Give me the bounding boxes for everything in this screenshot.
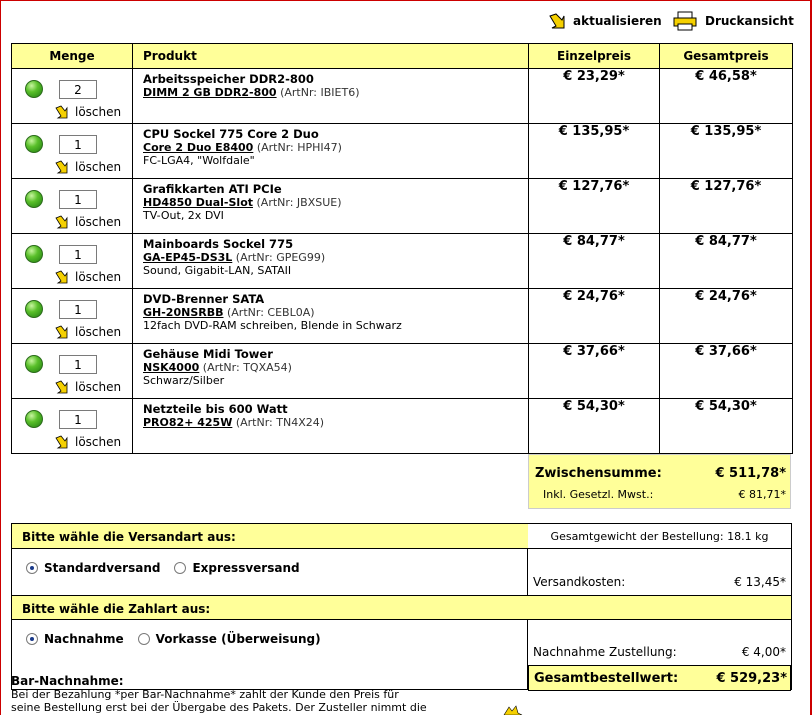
- printer-icon: [673, 11, 697, 31]
- quantity-input[interactable]: [59, 190, 97, 209]
- delete-arrow-icon: [55, 380, 69, 394]
- delete-arrow-icon: [55, 105, 69, 119]
- article-number: (ArtNr: GPEG99): [235, 251, 326, 264]
- delete-label: löschen: [75, 325, 122, 339]
- unit-price: € 23,29*: [529, 69, 660, 124]
- unit-price: € 54,30*: [529, 399, 660, 454]
- delete-arrow-icon: [55, 325, 69, 339]
- product-link[interactable]: NSK4000: [143, 361, 200, 374]
- availability-status-icon: [25, 410, 43, 428]
- subtotal-value: € 511,78*: [715, 466, 786, 481]
- shipping-option-express[interactable]: [174, 561, 299, 575]
- radio-prepay[interactable]: [138, 633, 150, 645]
- grand-total-label: Gesamtbestellwert:: [534, 671, 679, 686]
- qty-cell: [12, 234, 133, 289]
- radio-standard[interactable]: [26, 562, 38, 574]
- delete-label: löschen: [75, 105, 122, 119]
- header-qty: Menge: [12, 44, 133, 69]
- cart-header-row: [12, 44, 793, 69]
- delete-link[interactable]: [55, 215, 121, 229]
- qty-cell: [12, 124, 133, 179]
- table-row: [12, 399, 793, 454]
- qty-cell: [12, 399, 133, 454]
- quantity-input[interactable]: [59, 410, 97, 429]
- grand-total-value: € 529,23*: [716, 671, 787, 686]
- product-link[interactable]: HD4850 Dual-Slot: [143, 196, 254, 209]
- product-link[interactable]: Core 2 Duo E8400: [143, 141, 254, 154]
- header-unit-price: Einzelpreis: [529, 44, 660, 69]
- total-price: € 46,58*: [660, 69, 793, 124]
- payment-heading-fill: [528, 595, 791, 620]
- product-description: Sound, Gigabit-LAN, SATAII: [143, 264, 292, 277]
- decorative-arrow-icon: [503, 705, 523, 715]
- radio-express[interactable]: [174, 562, 186, 574]
- qty-cell: [12, 179, 133, 234]
- shipping-options: [26, 561, 314, 575]
- total-price: € 54,30*: [660, 399, 793, 454]
- article-number: (ArtNr: TQXA54): [202, 361, 292, 374]
- quantity-input[interactable]: [59, 80, 97, 99]
- product-link[interactable]: PRO82+ 425W: [143, 416, 233, 429]
- quantity-input[interactable]: [59, 355, 97, 374]
- header-total-price: Gesamtpreis: [660, 44, 793, 69]
- header-product: Produkt: [133, 44, 529, 69]
- unit-price: € 127,76*: [529, 179, 660, 234]
- product-category: Gehäuse Midi Tower: [143, 347, 273, 361]
- shipping-heading: Bitte wähle die Versandart aus:: [12, 524, 528, 549]
- total-price: € 127,76*: [660, 179, 793, 234]
- product-link[interactable]: GH-20NSRBB: [143, 306, 224, 319]
- product-cell: [133, 179, 529, 234]
- article-number: (ArtNr: TN4X24): [235, 416, 325, 429]
- qty-cell: [12, 344, 133, 399]
- shipping-option-label: Standardversand: [44, 561, 161, 575]
- payment-option-cod[interactable]: [26, 632, 124, 646]
- delete-link[interactable]: [55, 380, 121, 394]
- table-row: [12, 344, 793, 399]
- table-row: [12, 69, 793, 124]
- quantity-input[interactable]: [59, 245, 97, 264]
- availability-status-icon: [25, 245, 43, 263]
- product-category: Grafikkarten ATI PCIe: [143, 182, 282, 196]
- quantity-input[interactable]: [59, 300, 97, 319]
- article-number: (ArtNr: CEBL0A): [226, 306, 315, 319]
- unit-price: € 24,76*: [529, 289, 660, 344]
- product-link[interactable]: DIMM 2 GB DDR2-800: [143, 86, 277, 99]
- shipping-cost-label: Versandkosten:: [533, 575, 626, 589]
- radio-cod[interactable]: [26, 633, 38, 645]
- cart-table: [11, 43, 793, 454]
- product-cell: [133, 344, 529, 399]
- availability-status-icon: [25, 190, 43, 208]
- article-number: (ArtNr: JBXSUE): [256, 196, 342, 209]
- total-price: € 24,76*: [660, 289, 793, 344]
- cod-fee-value: € 4,00*: [741, 645, 786, 659]
- product-description: 12fach DVD-RAM schreiben, Blende in Schwarz: [143, 319, 402, 332]
- product-category: Netzteile bis 600 Watt: [143, 402, 288, 416]
- table-row: [12, 234, 793, 289]
- product-category: Mainboards Sockel 775: [143, 237, 294, 251]
- product-description: TV-Out, 2x DVI: [143, 209, 224, 222]
- cod-info-title: Bar-Nachnahme:: [11, 674, 124, 688]
- cod-fee-label: Nachnahme Zustellung:: [533, 645, 677, 659]
- unit-price: € 37,66*: [529, 344, 660, 399]
- product-description: Schwarz/Silber: [143, 374, 225, 387]
- cod-info-line: seine Bestellung erst bei der Übergabe des Pakets. Der Zusteller nimmt die: [11, 701, 427, 714]
- product-cell: [133, 234, 529, 289]
- delete-arrow-icon: [55, 160, 69, 174]
- delete-link[interactable]: [55, 160, 121, 174]
- unit-price: € 135,95*: [529, 124, 660, 179]
- product-cell: [133, 399, 529, 454]
- shipping-option-label: Expressversand: [192, 561, 300, 575]
- availability-status-icon: [25, 80, 43, 98]
- payment-option-prepay[interactable]: [138, 632, 321, 646]
- delete-label: löschen: [75, 160, 122, 174]
- print-view-label: Druckansicht: [705, 14, 794, 28]
- delete-arrow-icon: [55, 435, 69, 449]
- article-number: (ArtNr: IBIET6): [280, 86, 360, 99]
- product-category: CPU Sockel 775 Core 2 Duo: [143, 127, 319, 141]
- quantity-input[interactable]: [59, 135, 97, 154]
- product-category: DVD-Brenner SATA: [143, 292, 265, 306]
- subtotal-box: [528, 454, 791, 509]
- cod-info: [11, 675, 511, 714]
- delete-link[interactable]: [55, 435, 121, 449]
- availability-status-icon: [25, 135, 43, 153]
- availability-status-icon: [25, 300, 43, 318]
- delete-link[interactable]: [55, 325, 121, 339]
- payment-option-label: Vorkasse (Überweisung): [155, 632, 321, 646]
- cod-info-line: Bei der Bezahlung *per Bar-Nachnahme* zahlt der Kunde den Preis für: [11, 688, 399, 701]
- total-price: € 135,95*: [660, 124, 793, 179]
- product-description: FC-LGA4, "Wolfdale": [143, 154, 255, 167]
- product-cell: [133, 124, 529, 179]
- delete-label: löschen: [75, 215, 122, 229]
- shipping-cost-value: € 13,45*: [734, 575, 786, 589]
- order-weight: Gesamtgewicht der Bestellung: 18.1 kg: [528, 524, 791, 549]
- subtotal-label: Zwischensumme:: [535, 466, 662, 481]
- delete-label: löschen: [75, 435, 122, 449]
- grand-total-box: [528, 665, 791, 691]
- vat-label: Inkl. Gesetzl. Mwst.:: [543, 488, 654, 501]
- print-view-link[interactable]: [673, 11, 794, 31]
- shipping-payment-options: [12, 524, 528, 689]
- delete-label: löschen: [75, 270, 122, 284]
- product-link[interactable]: GA-EP45-DS3L: [143, 251, 233, 264]
- article-number: (ArtNr: HPHI47): [256, 141, 342, 154]
- table-row: [12, 124, 793, 179]
- shipping-option-standard[interactable]: [26, 561, 160, 575]
- qty-cell: [12, 289, 133, 344]
- qty-cell: [12, 69, 133, 124]
- vat-value: € 81,71*: [738, 488, 786, 501]
- total-price: € 84,77*: [660, 234, 793, 289]
- product-cell: [133, 289, 529, 344]
- product-cell: [133, 69, 529, 124]
- delete-arrow-icon: [55, 215, 69, 229]
- availability-status-icon: [25, 355, 43, 373]
- refresh-label: aktualisieren: [573, 14, 662, 28]
- cart-toolbar: [1, 1, 809, 41]
- delete-link[interactable]: [55, 270, 121, 284]
- payment-option-label: Nachnahme: [44, 632, 124, 646]
- delete-link[interactable]: [55, 105, 121, 119]
- table-row: [12, 289, 793, 344]
- unit-price: € 84,77*: [529, 234, 660, 289]
- delete-arrow-icon: [55, 270, 69, 284]
- product-category: Arbeitsspeicher DDR2-800: [143, 72, 314, 86]
- payment-options: [26, 632, 335, 646]
- total-price: € 37,66*: [660, 344, 793, 399]
- refresh-link[interactable]: [548, 11, 662, 31]
- refresh-arrow-icon: [548, 12, 566, 30]
- table-row: [12, 179, 793, 234]
- delete-label: löschen: [75, 380, 122, 394]
- payment-heading: Bitte wähle die Zahlart aus:: [12, 595, 528, 620]
